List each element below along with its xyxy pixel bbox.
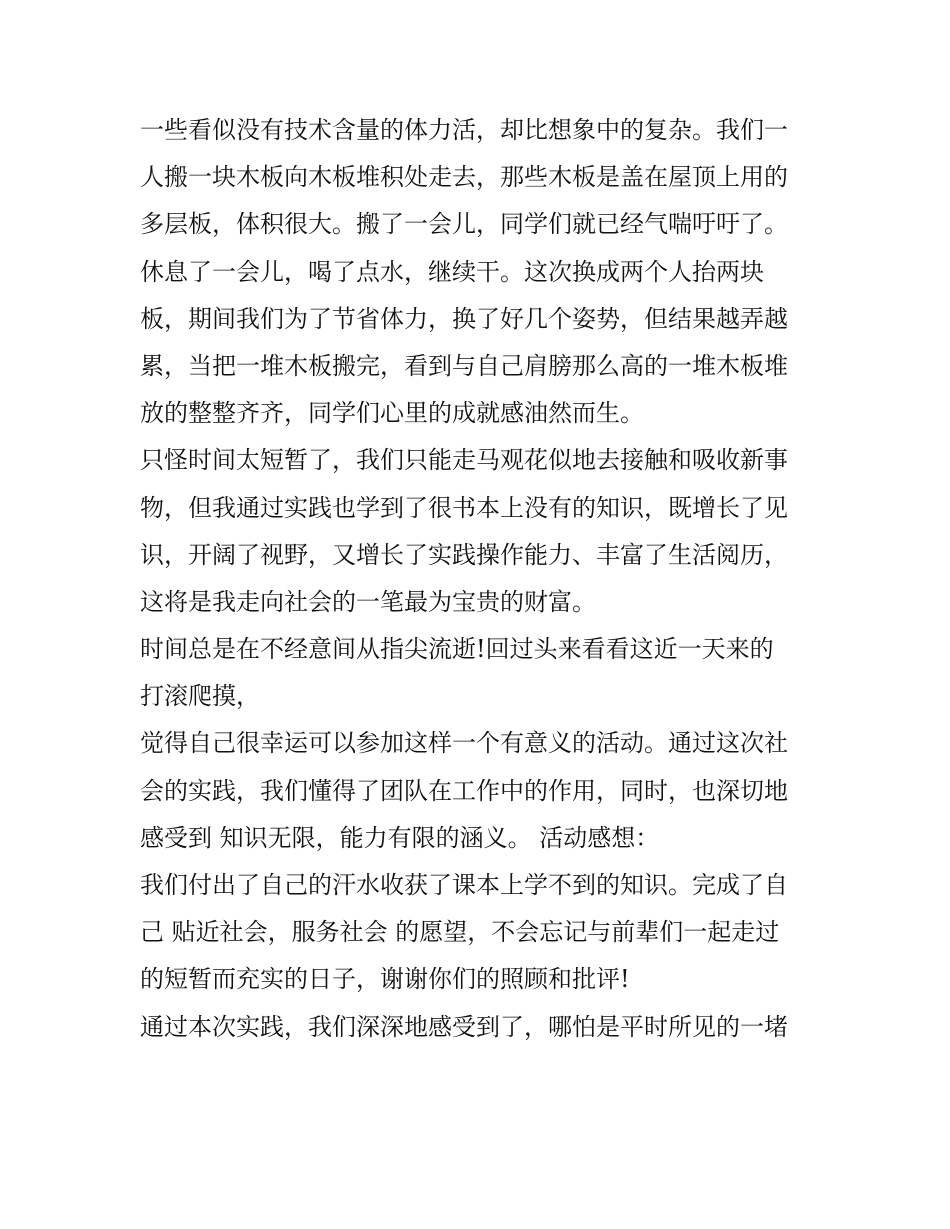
text-line: 只怪时间太短暂了，我们只能走马观花似地去接触和吸收新事 [140,446,788,475]
text-line: 己 贴近社会，服务社会 的愿望，不会忘记与前辈们一起走过 [140,918,780,947]
text-line: 休息了一会儿，喝了点水，继续干。这次换成两个人抬两块 [140,257,764,286]
text-line: 识，开阔了视野，又增长了实践操作能力、丰富了生活阅历， [140,540,788,569]
text-line: 通过本次实践，我们深深地感受到了，哪怕是平时所见的一堵 [140,1012,788,1041]
text-line: 感受到 知识无限，能力有限的涵义。 活动感想： [140,823,660,852]
document-body [140,107,830,1051]
text-line: 这将是我走向社会的一笔最为宝贵的财富。 [140,587,596,616]
text-line: 放的整整齐齐，同学们心里的成就感油然而生。 [140,399,644,428]
text-line: 的短暂而充实的日子，谢谢你们的照顾和批评! [140,965,630,994]
text-line: 人搬一块木板向木板堆积处走去，那些木板是盖在屋顶上用的 [140,163,788,192]
text-line: 多层板，体积很大。搬了一会儿，同学们就已经气喘吁吁了。 [140,210,788,239]
text-line: 时间总是在不经意间从指尖流逝!回过头来看看这近一天来的 [140,635,774,664]
text-line: 累，当把一堆木板搬完，看到与自己肩膀那么高的一堆木板堆 [140,351,788,380]
text-line: 打滚爬摸， [140,682,260,711]
text-line: 觉得自己很幸运可以参加这样一个有意义的活动。通过这次社 [140,729,788,758]
text-line: 板，期间我们为了节省体力，换了好几个姿势，但结果越弄越 [140,304,788,333]
text-line: 会的实践，我们懂得了团队在工作中的作用，同时，也深切地 [140,776,788,805]
text-line: 我们付出了自己的汗水收获了课本上学不到的知识。完成了自 [140,871,788,899]
text-line: 一些看似没有技术含量的体力活，却比想象中的复杂。我们一 [140,116,788,144]
text-line: 物，但我通过实践也学到了很书本上没有的知识，既增长了见 [140,493,788,522]
